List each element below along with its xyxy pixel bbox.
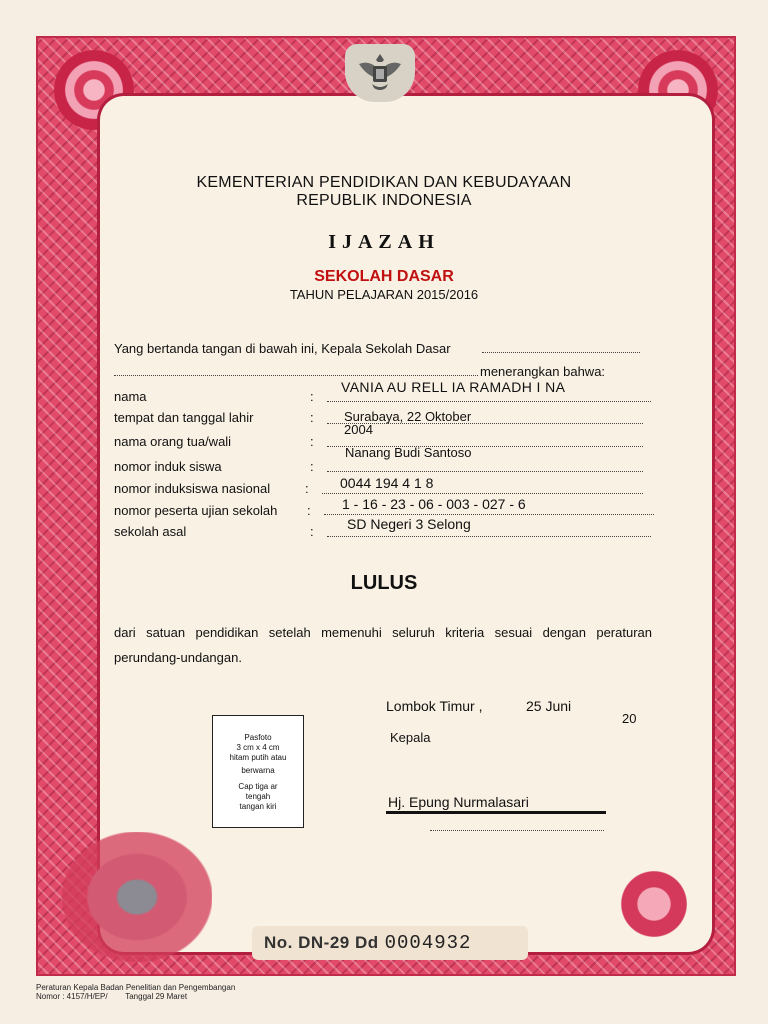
value-nama: VANIA AU RELL IA RAMADH I NA [341,379,566,395]
value-ortu: Nanang Budi Santoso [345,445,472,460]
corner-seal-ornament [616,866,692,942]
signature-year-partial: 20 [622,711,637,726]
dotted-line [482,352,640,353]
ministry-heading [0,174,768,210]
serial-number: 0004932 [384,932,472,954]
footer-line1: Peraturan Kepala Badan Penelitian dan Pengembangan [36,983,236,992]
photo-text: Cap tiga ar [238,782,278,791]
photo-placeholder [212,715,304,828]
value-ttl: Surabaya, 22 Oktober [344,409,472,424]
label-ortu: nama orang tua/wali [114,434,232,449]
label-ttl: tempat dan tanggal lahir [114,410,254,425]
garuda-emblem-icon [345,44,415,102]
dotted-line [327,536,651,537]
signature-name: Hj. Epung Nurmalasari [388,794,529,810]
photo-text: berwarna [241,766,275,775]
dotted-line [114,375,478,376]
photo-text: 3 cm x 4 cm [236,743,280,752]
intro-line2: menerangkan bahwa: [480,364,606,379]
colon: : [310,389,314,404]
dotted-line [327,401,651,402]
result-lulus: LULUS [350,572,418,594]
signature-place: Lombok Timur , [386,698,483,714]
dotted-line [324,514,654,515]
value-nisn: 0044 194 4 1 8 [340,475,434,491]
colon: : [305,481,309,496]
official-seal-stamp [62,832,212,962]
value-ujian: 1 - 16 - 23 - 06 - 003 - 027 - 6 [342,496,526,512]
intro-line1: Yang bertanda tangan di bawah ini, Kepala Sekolah Dasar [114,341,451,356]
label-nisn: nomor induksiswa nasional [114,481,271,496]
ministry-line1: KEMENTERIAN PENDIDIKAN DAN KEBUDAYAAN [196,174,572,191]
label-nis: nomor induk siswa [114,459,222,474]
footer-note [36,983,235,1001]
footer-line2: Nomor : 4157/H/EP/ Tanggal 29 Maret [36,992,188,1001]
statement-paragraph: dari satuan pendidikan setelah memenuhi seluruh kriteria sesuai dengan peraturan perundang-undangan. [114,625,652,665]
colon: : [310,434,314,449]
photo-text: tengah [245,792,271,801]
value-asal: SD Negeri 3 Selong [347,516,471,532]
serial-number-box [252,926,528,960]
academic-year: TAHUN PELAJARAN 2015/2016 [289,287,479,302]
colon: : [310,524,314,539]
photo-text: tangan kiri [239,802,277,811]
document-title: IJAZAH [328,231,440,253]
photo-text: hitam putih atau [229,753,287,762]
value-ttl-year: 2004 [344,422,373,437]
colon: : [307,503,311,518]
dotted-line [327,471,643,472]
signature-underline [386,811,606,814]
signature-date: 25 Juni [526,698,572,714]
dotted-line [322,493,643,494]
label-ujian: nomor peserta ujian sekolah [114,503,278,518]
label-nama: nama [114,389,147,404]
photo-text: Pasfoto [244,733,272,742]
serial-prefix: No. DN-29 Dd [264,933,379,952]
ministry-line2: REPUBLIK INDONESIA [296,192,472,209]
dotted-line [430,830,604,831]
school-level: SEKOLAH DASAR [314,268,454,285]
colon: : [310,410,314,425]
signature-role-partial: Kepala [390,730,431,745]
label-asal: sekolah asal [114,524,187,539]
colon: : [310,459,314,474]
